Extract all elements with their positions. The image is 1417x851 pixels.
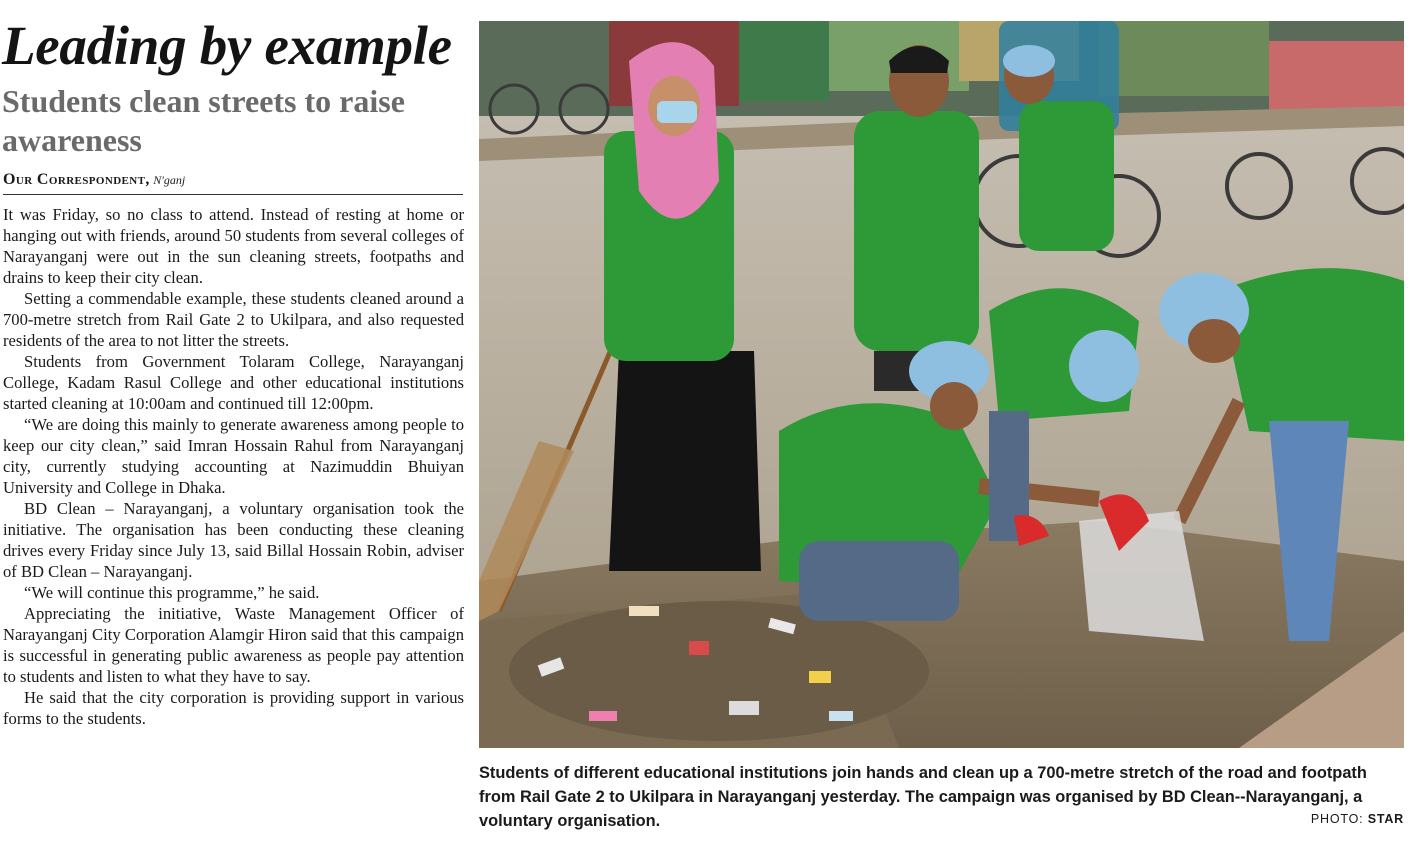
- photo-credit: [1311, 812, 1404, 826]
- article-body: [3, 204, 464, 729]
- subheadline: Students clean streets to raise awareness: [2, 83, 405, 158]
- byline-location: N'ganj: [153, 173, 186, 187]
- byline-author: Our Correspondent,: [3, 171, 150, 188]
- news-photo: [479, 21, 1404, 748]
- photo-credit-prefix: PHOTO:: [1310, 812, 1364, 826]
- byline: [3, 170, 463, 195]
- headline: Leading by example: [2, 15, 452, 76]
- article-paragraph: Students from Government Tolaram College, Narayanganj College, Kadam Rasul College and other educational institutions started cleaning at 10:00am and continued till 12:00pm.: [3, 352, 464, 413]
- article-paragraph: “We are doing this mainly to generate awareness among people to keep our city clean,” said Imran Hossain Rahul from Narayanganj city, currently studying accounting at Nazimuddin Bhuiyan University and College in Dhaka.: [3, 415, 464, 497]
- article-paragraph: “We will continue this programme,” he said.: [24, 583, 320, 602]
- photo-credit-agency: STAR: [1367, 812, 1404, 826]
- article-paragraph: BD Clean – Narayanganj, a voluntary organisation took the initiative. The organisation has been conducting these cleaning drives every Friday since July 13, said Billal Hossain Robin, adviser of BD Clean – Narayanganj.: [3, 499, 464, 581]
- article-paragraph: It was Friday, so no class to attend. Instead of resting at home or hanging out with friends, around 50 students from several colleges of Narayanganj were out in the sun cleaning streets, footpaths and drains to keep their city clean.: [3, 205, 464, 287]
- photo-caption: Students of different educational institutions join hands and clean up a 700-metre stretch of the road and footpath from Rail Gate 2 to Ukilpara in Narayanganj yesterday. The campaign was organised by BD Clean--Narayanganj, a voluntary organisation.: [479, 764, 1367, 830]
- article-paragraph: He said that the city corporation is providing support in various forms to the students.: [3, 688, 464, 728]
- article-paragraph: Setting a commendable example, these students cleaned around a 700-metre stretch from Rail Gate 2 to Ukilpara, and also requested residents of the area to not litter the streets.: [3, 289, 464, 350]
- article-paragraph: Appreciating the initiative, Waste Management Officer of Narayanganj City Corporation Alamgir Hiron said that this campaign is successful in generating public awareness as people pay attention to students and listen to what they have to say.: [3, 604, 464, 686]
- street-cleaning-photo-illustration: [479, 21, 1404, 748]
